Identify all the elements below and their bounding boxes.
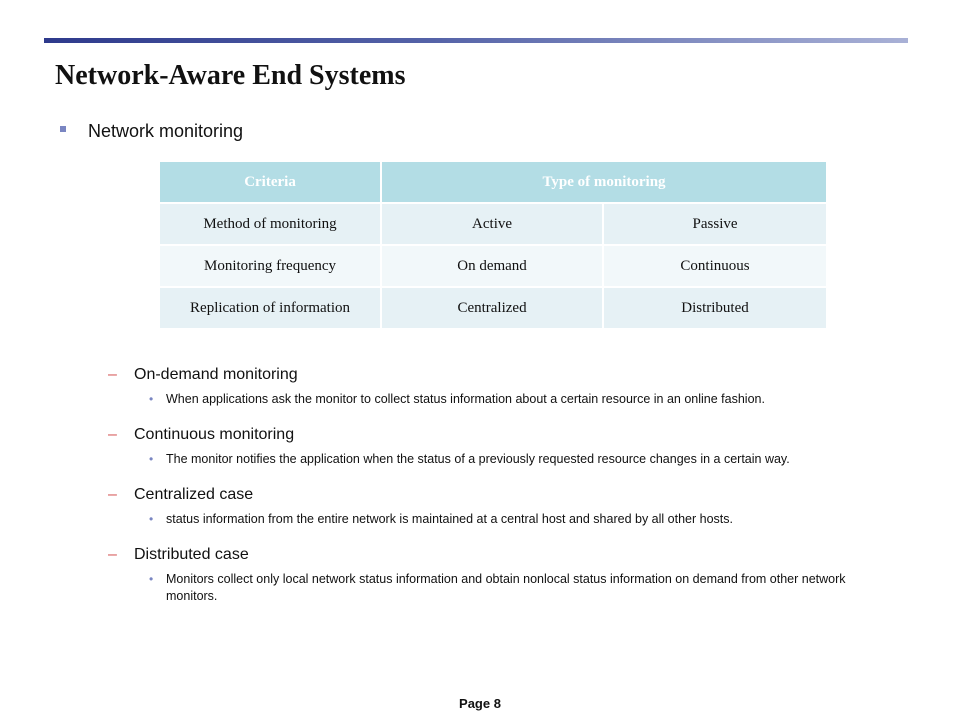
list-item — [108, 425, 888, 468]
dash-icon: – — [108, 426, 117, 443]
table-header-row — [160, 162, 827, 203]
table-cell: On demand — [381, 245, 603, 287]
page-number: Page 8 — [459, 696, 501, 711]
sub-description: Monitors collect only local network status information and obtain nonlocal status information on demand from other network monitors. — [166, 572, 846, 603]
main-bullet-text: Network monitoring — [88, 121, 244, 141]
dash-icon: – — [108, 546, 117, 563]
sub-description: The monitor notifies the application when the status of a previously requested resource changes in a certain way. — [166, 452, 790, 466]
table-header-criteria: Criteria — [160, 162, 381, 203]
table-row — [160, 245, 827, 287]
list-item — [108, 365, 888, 408]
sub-description: When applications ask the monitor to collect status information about a certain resource in an online fashion. — [166, 392, 765, 406]
table-cell: Passive — [603, 203, 827, 245]
dot-bullet-icon: • — [149, 512, 154, 526]
sub-heading: Centralized case — [134, 486, 254, 503]
table-row — [160, 203, 827, 245]
main-bullet — [60, 121, 243, 142]
table-cell: Method of monitoring — [160, 203, 381, 245]
monitoring-criteria-table — [160, 162, 828, 330]
dot-bullet-icon: • — [149, 392, 154, 406]
table-header-type: Type of monitoring — [381, 162, 827, 203]
table-cell: Distributed — [603, 287, 827, 329]
slide-title: Network-Aware End Systems — [55, 60, 406, 91]
dash-icon: – — [108, 486, 117, 503]
table-cell: Active — [381, 203, 603, 245]
table-row — [160, 287, 827, 329]
sub-description: status information from the entire network is maintained at a central host and shared by all other hosts. — [166, 512, 733, 526]
table-cell: Centralized — [381, 287, 603, 329]
sub-heading: On-demand monitoring — [134, 366, 298, 383]
table-cell: Replication of information — [160, 287, 381, 329]
table-cell: Continuous — [603, 245, 827, 287]
title-underline-rule — [44, 38, 908, 43]
dot-bullet-icon: • — [149, 452, 154, 466]
table-cell: Monitoring frequency — [160, 245, 381, 287]
sub-bullet-list — [108, 365, 888, 622]
square-bullet-icon — [60, 126, 66, 132]
dot-bullet-icon: • — [149, 572, 154, 586]
sub-heading: Distributed case — [134, 546, 249, 563]
list-item — [108, 485, 888, 528]
list-item — [108, 545, 888, 605]
sub-heading: Continuous monitoring — [134, 426, 295, 443]
dash-icon: – — [108, 366, 117, 383]
